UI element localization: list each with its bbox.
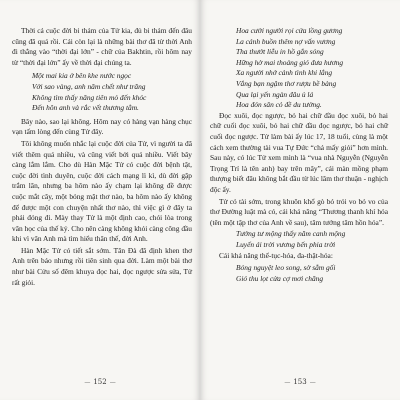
paragraph: Cái khả năng thể-tục-hóa, đa-thật-hóa: — [219, 251, 333, 261]
poem-line: Bóng nguyệt leo song, sờ sẵm gối — [236, 263, 336, 273]
poem-line: Hoa cười người rọi cửa lồng gương — [236, 26, 343, 35]
page-number-right — [200, 378, 400, 386]
poem-excerpt — [32, 71, 192, 113]
ornament-icon: — — [284, 379, 291, 386]
poem-line: Xa người nhớ cảnh tình khi lắng — [236, 68, 333, 78]
poem-line: Vắng bạn ngậm thơ rượu bề bàng — [236, 78, 337, 88]
paragraph: Tôi không muốn nhắc lại cuộc đời của Tử, vì người ta đã viết thêm quá nhiều, và cũng viết bởi quá nhiều. Viết bây càng lắm lắm. Cho dù Hàn Mặc Tử có cuộc đời bệnh tật, cuộc đời tình duyên, cuộc đời cách mạng lì kì, dù đời gặp trắm lăn, nhưng ba hôm nào ấy chạm lại không đề được cuộc mắt cây, một bóng mặt thơ nào, ba hôm nào ấy không để được một con chuyện nhất thơ nào, thì việc gì ở đây ta phải đóng đi. Mày thay Tử là một định cao, chói lòa trong văn học của thế kỷ. Cho nên càng không khỏi càng công đầu khi vì vân Anh mà tìm hiểu thân thế, đời Anh. — [12, 138, 192, 244]
page-number: 153 — [293, 378, 307, 386]
right-page-text — [210, 26, 388, 284]
poem-line: La cánh buồn thêm nợ vấn vương — [236, 36, 336, 46]
poem-excerpt — [236, 263, 388, 284]
poem-excerpt — [236, 229, 388, 250]
page-number: 152 — [93, 378, 107, 386]
paragraph: Hàn Mặc Tử có tiết sắt sớm. Tân Đà đã định khen thơ Anh trên báo nhưng rồi tiên sinh qua đời. Làm một bài thơ như bài Cửu số đêm khuya đọc hai, đọc ngược sửa sửa, Tử rất giỏi. — [12, 245, 192, 287]
paragraph: Đọc xuôi, đọc ngược, bỏ hai chữ đầu đọc xuôi, bỏ hai chữ cuối đọc xuôi, bỏ hai chữ đầu đọc ngược, bỏ hai chữ cuối đọc ngược. Tử làm bài ấy lúc 17, 18 tuổi, cùng là một cách xem thường tài vua Tự Đức “chả mấy giỏi” hơn mình. Sau này, có lúc Tử xem mình là “vua nhà Nguyễn (Nguyễn Trọng Trí là tên anh) bay trên mây”, cái màn mồng phạm thượng biết đâu không bắt đầu từ lúc lăm thơ thuận - nghịch độc ấy. — [210, 110, 388, 194]
left-page-text — [12, 26, 192, 288]
poem-line: Đến hôn anh và rắc vết thương tằm. — [32, 103, 139, 113]
poem-line: Một mai kia ở bên khe nước ngọc — [32, 71, 132, 81]
paragraph: Thời cả cuộc đời bi thảm của Tử kia, đủ bi thảm đến đâu cũng đã quá rồi. Cái còn lại là những bài thơ đã từ thời Anh đi thẳng vào “thời đại lớn” - chữ của Bakhtin, rồi hôm nay từ “thời đại lớn” ấy về thời đại chúng ta. — [12, 26, 192, 67]
paragraph: Tử có tài sớm, trong khuôn khổ gò bó trói vo bó vo của thơ Đường luật mà có, cái khả năng “Thương thanh khí hóa (tên một tập thơ của Anh về sau), tâm tướng tâm hồn hóa”. — [210, 196, 388, 227]
poem-line: Qua lại yến ngàn đâu ủ lá — [236, 89, 314, 99]
ornament-icon: — — [84, 379, 91, 386]
right-page — [200, 0, 400, 400]
poem-line: Hoa đón sân cỏ đề du tường. — [236, 100, 322, 110]
poem-line: Hững hờ mai thoảng gió đưa hương — [236, 57, 344, 67]
ornament-icon: — — [309, 379, 316, 386]
ornament-icon: — — [109, 379, 116, 386]
poem-line: Luyến ái trời vương bến phia trời — [236, 239, 336, 249]
poem-excerpt — [236, 26, 388, 111]
poem-line: Không tìm thấy năng tiên mỏ đến khóc — [32, 92, 147, 102]
poem-line: Với sao vàng, anh năm chết như trăng — [32, 81, 146, 91]
poem-line: Tướng tư mộng thấy năm canh mộng — [236, 229, 346, 239]
poem-line: Tha thướt liễu in hồ gắn sóng — [236, 47, 324, 57]
poem-line: Gió thu lọt cửa cợ mơi chăng — [236, 273, 324, 283]
paragraph: Bây nào, sao lại không. Hôm nay có hàng vạn hàng chục vạn tấm lòng đến cùng Tử đây. — [12, 116, 192, 137]
page-number-left — [0, 378, 200, 386]
